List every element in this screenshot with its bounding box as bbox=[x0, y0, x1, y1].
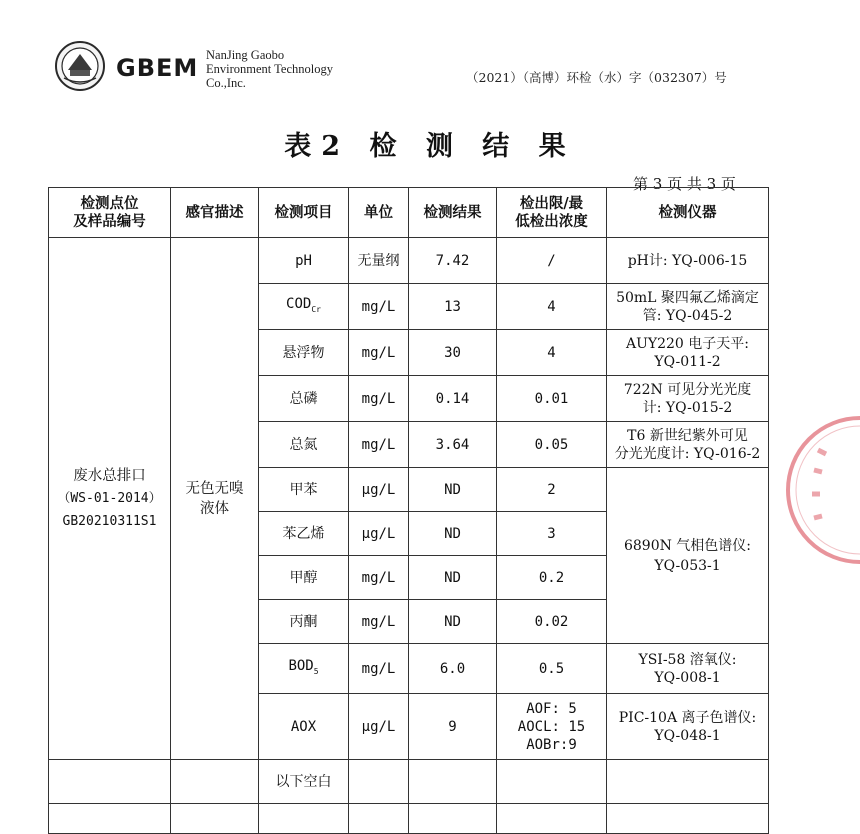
result-value: ND bbox=[409, 512, 497, 556]
item-name: 总氮 bbox=[259, 422, 349, 468]
table-header-row bbox=[49, 188, 769, 238]
result-value: 9 bbox=[409, 694, 497, 760]
site-code: （WS-01-2014） bbox=[57, 490, 162, 506]
blank-note: 以下空白 bbox=[259, 760, 349, 804]
header-result: 检测结果 bbox=[409, 188, 497, 238]
instrument bbox=[607, 694, 769, 760]
result-value: 13 bbox=[409, 284, 497, 330]
result-value: 30 bbox=[409, 330, 497, 376]
empty-cell bbox=[607, 760, 769, 804]
empty-cell bbox=[349, 804, 409, 834]
instrument-line-2: 分光光度计: YQ-016-2 bbox=[614, 445, 761, 462]
item-name: 悬浮物 bbox=[259, 330, 349, 376]
limit-aobr: AOBr:9 bbox=[526, 736, 577, 753]
instrument-line-1: YSI-58 溶氧仪: bbox=[638, 651, 737, 668]
unit: mg/L bbox=[349, 330, 409, 376]
item-name-main: BOD bbox=[288, 657, 314, 674]
item-name-subscript: 5 bbox=[313, 666, 319, 676]
header-unit: 单位 bbox=[349, 188, 409, 238]
unit: mg/L bbox=[349, 600, 409, 644]
unit: μg/L bbox=[349, 694, 409, 760]
instrument-line-2: 计: YQ-015-2 bbox=[642, 399, 733, 416]
empty-cell bbox=[607, 804, 769, 834]
header-item: 检测项目 bbox=[259, 188, 349, 238]
item-name bbox=[259, 284, 349, 330]
company-name bbox=[206, 48, 333, 90]
brand-name: GBEM bbox=[116, 54, 199, 82]
instrument-line-1: PIC-10A 离子色谱仪: bbox=[618, 709, 757, 726]
empty-cell bbox=[497, 804, 607, 834]
item-name: 总磷 bbox=[259, 376, 349, 422]
item-name: 甲苯 bbox=[259, 468, 349, 512]
header-site-line-2: 及样品编号 bbox=[73, 212, 146, 230]
detection-limit bbox=[497, 694, 607, 760]
unit: mg/L bbox=[349, 284, 409, 330]
red-seal-stamp-icon bbox=[760, 410, 860, 570]
instrument-line-1: T6 新世纪紫外可见 bbox=[627, 427, 748, 444]
instrument bbox=[607, 330, 769, 376]
instrument bbox=[607, 376, 769, 422]
detection-limit: 4 bbox=[497, 284, 607, 330]
gbem-seal-logo-icon bbox=[54, 40, 106, 92]
detection-limit: / bbox=[497, 238, 607, 284]
appearance-line-1: 无色无嗅 bbox=[185, 480, 244, 497]
table-row bbox=[49, 238, 769, 284]
instrument: pH计: YQ-006-15 bbox=[607, 238, 769, 284]
detection-limit: 0.02 bbox=[497, 600, 607, 644]
appearance-description bbox=[171, 238, 259, 760]
instrument-line-2: YQ-048-1 bbox=[654, 727, 721, 744]
item-name: AOX bbox=[259, 694, 349, 760]
empty-cell bbox=[49, 804, 171, 834]
header-site-line-1: 检测点位 bbox=[80, 194, 139, 212]
instrument bbox=[607, 284, 769, 330]
instrument bbox=[607, 422, 769, 468]
unit: mg/L bbox=[349, 556, 409, 600]
item-name: pH bbox=[259, 238, 349, 284]
empty-cell bbox=[409, 760, 497, 804]
instrument bbox=[607, 468, 769, 644]
empty-cell bbox=[49, 760, 171, 804]
blank-row bbox=[49, 760, 769, 804]
limit-aof: AOF: 5 bbox=[526, 700, 577, 717]
header-appearance: 感官描述 bbox=[171, 188, 259, 238]
page-title: 表2 检 测 结 果 bbox=[284, 131, 576, 162]
result-value: 7.42 bbox=[409, 238, 497, 284]
instrument-line-2: 管: YQ-045-2 bbox=[642, 307, 733, 324]
document-number: （2021）（高博）环检（水）字（032307）号 bbox=[466, 70, 727, 85]
empty-cell bbox=[349, 760, 409, 804]
sample-number: GB20210311S1 bbox=[62, 513, 157, 529]
header-limit-line-1: 检出限/最 bbox=[519, 194, 584, 212]
item-name bbox=[259, 644, 349, 694]
empty-cell bbox=[409, 804, 497, 834]
sampling-site bbox=[49, 238, 171, 760]
detection-limit: 0.05 bbox=[497, 422, 607, 468]
instrument-line-2: YQ-008-1 bbox=[654, 669, 721, 686]
header-instrument: 检测仪器 bbox=[607, 188, 769, 238]
item-name: 丙酮 bbox=[259, 600, 349, 644]
instrument bbox=[607, 644, 769, 694]
detection-limit: 0.01 bbox=[497, 376, 607, 422]
result-value: 3.64 bbox=[409, 422, 497, 468]
result-value: ND bbox=[409, 556, 497, 600]
company-line-1: NanJing Gaobo bbox=[206, 48, 285, 62]
item-name-main: COD bbox=[286, 295, 312, 312]
item-name-subscript: Cr bbox=[311, 304, 321, 314]
instrument-line-1: 6890N 气相色谱仪: bbox=[623, 537, 752, 554]
empty-cell bbox=[497, 760, 607, 804]
detection-limit: 0.2 bbox=[497, 556, 607, 600]
instrument-line-1: AUY220 电子天平: bbox=[625, 335, 750, 352]
site-name: 废水总排口 bbox=[73, 467, 146, 484]
limit-aocl: AOCL: 15 bbox=[517, 718, 586, 735]
unit: μg/L bbox=[349, 512, 409, 556]
appearance-line-2: 液体 bbox=[200, 500, 229, 517]
results-table bbox=[48, 187, 769, 834]
unit: mg/L bbox=[349, 422, 409, 468]
empty-cell bbox=[171, 760, 259, 804]
detection-limit: 2 bbox=[497, 468, 607, 512]
item-name: 苯乙烯 bbox=[259, 512, 349, 556]
result-value: ND bbox=[409, 600, 497, 644]
instrument-line-1: 50mL 聚四氟乙烯滴定 bbox=[616, 289, 759, 306]
company-line-2: Environment Technology bbox=[206, 62, 333, 76]
header-limit-line-2: 低检出浓度 bbox=[515, 212, 588, 230]
unit: 无量纲 bbox=[349, 238, 409, 284]
header-limit bbox=[497, 188, 607, 238]
detection-limit: 3 bbox=[497, 512, 607, 556]
instrument-line-1: 722N 可见分光光度 bbox=[623, 381, 752, 398]
empty-cell bbox=[171, 804, 259, 834]
result-value: ND bbox=[409, 468, 497, 512]
detection-limit: 4 bbox=[497, 330, 607, 376]
result-value: 6.0 bbox=[409, 644, 497, 694]
detection-limit: 0.5 bbox=[497, 644, 607, 694]
empty-cell bbox=[259, 804, 349, 834]
item-name: 甲醇 bbox=[259, 556, 349, 600]
unit: μg/L bbox=[349, 468, 409, 512]
instrument-line-2: YQ-011-2 bbox=[654, 353, 721, 370]
instrument-line-2: YQ-053-1 bbox=[654, 557, 721, 574]
unit: mg/L bbox=[349, 644, 409, 694]
blank-row bbox=[49, 804, 769, 834]
unit: mg/L bbox=[349, 376, 409, 422]
result-value: 0.14 bbox=[409, 376, 497, 422]
company-line-3: Co.,Inc. bbox=[206, 76, 246, 90]
page-info: 第 3 页 共 3 页 bbox=[633, 175, 736, 193]
header-site bbox=[49, 188, 171, 238]
